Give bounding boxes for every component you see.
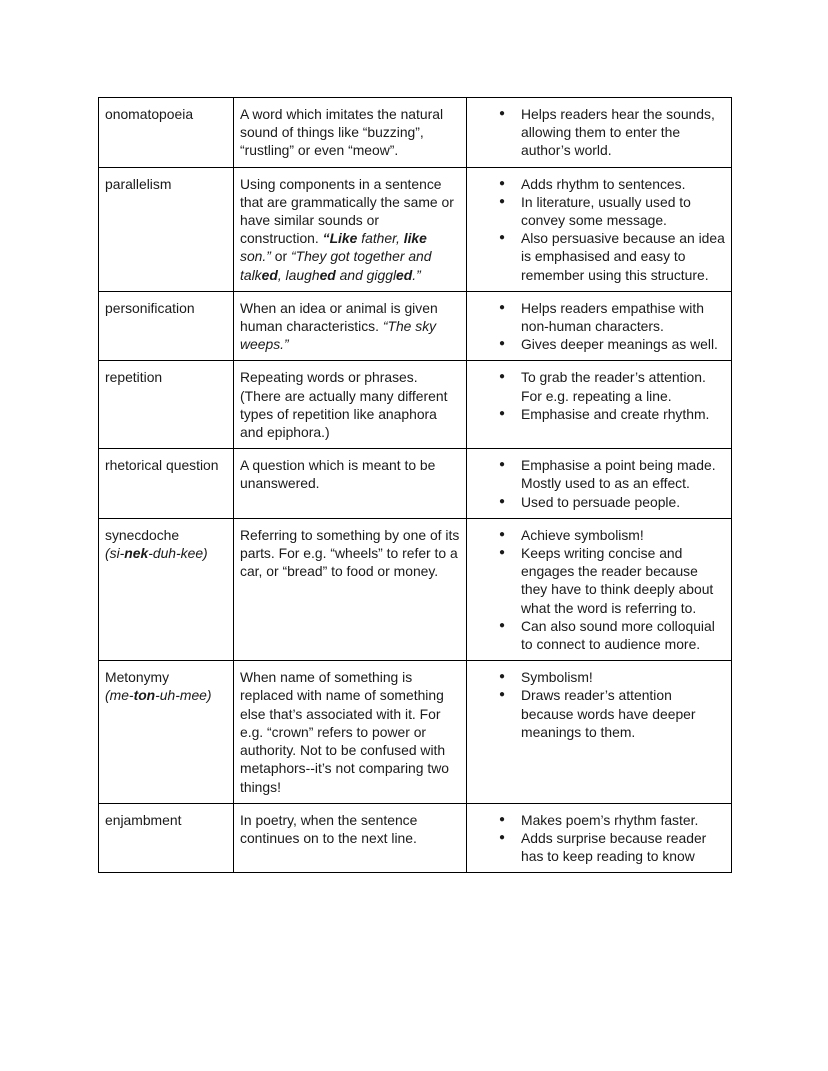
effect-item: ● Emphasise and create rhythm. (473, 405, 725, 423)
term-label: personification (105, 299, 195, 316)
term-label: Metonymy (105, 669, 170, 686)
table-body (99, 98, 732, 873)
effect-item: ● Can also sound more colloquial to connect to audience more. (473, 617, 725, 653)
effects-cell (467, 661, 732, 803)
definition-cell (234, 361, 467, 449)
effect-item: ● In literature, usually used to convey some message. (473, 193, 725, 229)
text-run: father, (357, 230, 404, 247)
text-run: A word which imitates the natural sound of things like “buzzing”, “rustling” or even “meow”. (240, 106, 444, 159)
effect-item: ● Also persuasive because an idea is emphasised and easy to remember using this structure. (473, 229, 725, 284)
text-run: (si- (105, 545, 125, 562)
table-row (99, 98, 732, 168)
text-run: “They got together and talk (240, 248, 432, 283)
term-label: repetition (105, 369, 163, 386)
text-run: ed (261, 266, 278, 283)
text-run: “The sky weeps.” (240, 318, 437, 353)
definition-cell (234, 449, 467, 519)
effects-list (473, 811, 725, 866)
term-cell (99, 661, 234, 803)
pronunciation (105, 544, 227, 562)
pronunciation (105, 686, 227, 704)
text-run: ed (396, 266, 413, 283)
definition-cell (234, 98, 467, 168)
text-run: or (270, 248, 291, 265)
effects-list (473, 175, 725, 284)
effects-cell (467, 361, 732, 449)
table-row (99, 661, 732, 803)
definition-cell (234, 661, 467, 803)
term-label: onomatopoeia (105, 106, 194, 122)
text-run: A question which is meant to be unanswered. (240, 457, 436, 492)
definition-cell (234, 291, 467, 361)
effects-list (473, 526, 725, 653)
effects-cell (467, 291, 732, 361)
text-run: ton (133, 687, 156, 704)
effects-cell (467, 167, 732, 291)
effects-cell (467, 518, 732, 660)
term-cell (99, 167, 234, 291)
term-cell (99, 803, 234, 873)
text-run: Repeating words or phrases. (There are actually many different types of repetition like anaphora and epiphora.) (240, 369, 448, 441)
effect-item: ● Makes poem’s rhythm faster. (473, 811, 725, 829)
table-row (99, 291, 732, 361)
text-run: When name of something is replaced with name of something else that’s associated with it. For e.g. “crown” refers to power or authority. Not to be confused with metaphors--it’s not comparing two things! (240, 669, 449, 795)
effects-list (473, 105, 725, 160)
effects-list (473, 299, 725, 354)
text-run: .” (412, 266, 421, 283)
table-row (99, 518, 732, 660)
term-label: parallelism (105, 175, 172, 192)
text-run: When an idea or animal is given human characteristics. (240, 299, 438, 335)
text-run: nek (124, 545, 149, 562)
term-label: enjambment (105, 811, 182, 828)
effects-list (473, 668, 725, 741)
text-run: Using components in a sentence that are grammatically the same or have similar sounds or construction. (240, 175, 454, 247)
effect-item: ● Keeps writing concise and engages the reader because they have to think deeply about what the word is referring to. (473, 544, 725, 617)
effect-item: ● Used to persuade people. (473, 493, 725, 511)
text-run: and giggl (335, 266, 397, 283)
text-run: -uh-mee) (155, 687, 212, 704)
definition-cell (234, 803, 467, 873)
effect-item: ● To grab the reader’s attention. For e.g. repeating a line. (473, 368, 725, 404)
term-cell (99, 449, 234, 519)
effect-item: ● Helps readers empathise with non-human characters. (473, 299, 725, 335)
term-cell (99, 98, 234, 168)
table-row (99, 167, 732, 291)
effect-item: ● Adds surprise because reader has to keep reading to know (473, 829, 725, 865)
effects-list (473, 456, 725, 511)
term-cell (99, 361, 234, 449)
effect-item: ● Draws reader’s attention because words have deeper meanings to them. (473, 686, 725, 741)
effects-cell (467, 98, 732, 168)
definition-cell (234, 167, 467, 291)
effect-item: ● Emphasise a point being made. Mostly used to as an effect. (473, 456, 725, 492)
effects-list (473, 368, 725, 423)
term-label: synecdoche (105, 526, 180, 543)
term-cell (99, 518, 234, 660)
effect-item: ● Gives deeper meanings as well. (473, 335, 725, 353)
effect-item: ● Adds rhythm to sentences. (473, 175, 725, 193)
effect-item: ● Achieve symbolism! (473, 526, 725, 544)
term-cell (99, 291, 234, 361)
table-row (99, 449, 732, 519)
text-run: ed (319, 266, 336, 283)
text-run: son.” (240, 248, 271, 265)
text-run: In poetry, when the sentence continues on to the next line. (240, 811, 418, 846)
text-run: like (403, 230, 427, 247)
effects-cell (467, 803, 732, 873)
text-run: -duh-kee) (148, 545, 208, 562)
table-row (99, 361, 732, 449)
text-run: (me- (105, 687, 134, 704)
text-run: , laugh (277, 266, 320, 283)
text-run: “Like (322, 230, 358, 247)
text-run: Referring to something by one of its parts. For e.g. “wheels” to refer to a car, or “bread” to food or money. (240, 526, 460, 580)
term-label: rhetorical question (105, 457, 219, 474)
definition-cell (234, 518, 467, 660)
effect-item: ● Symbolism! (473, 668, 725, 686)
table-row (99, 803, 732, 873)
effect-item: ● Helps readers hear the sounds, allowing them to enter the author’s world. (473, 105, 725, 160)
effects-cell (467, 449, 732, 519)
literary-devices-table (98, 97, 732, 873)
